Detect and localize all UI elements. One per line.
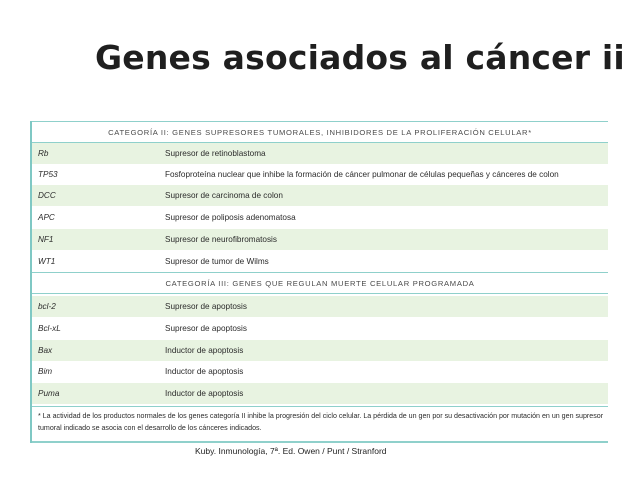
category-2-header: CATEGORÍA II: GENES SUPRESORES TUMORALES, INHIBIDORES DE LA PROLIFERACIÓN CELULAR* <box>32 121 608 143</box>
gene-name: Rb <box>38 149 49 158</box>
gene-description: Inductor de apoptosis <box>165 367 244 376</box>
gene-description: Inductor de apoptosis <box>165 389 244 398</box>
gene-description: Supresor de retinoblastoma <box>165 149 266 158</box>
table-row <box>32 229 608 250</box>
table-bottom-rule <box>32 441 608 443</box>
gene-name: APC <box>38 213 55 222</box>
table-row <box>32 185 608 206</box>
table-row <box>32 296 608 317</box>
table-row <box>32 361 608 382</box>
gene-description: Fosfoproteína nuclear que inhibe la formación de cáncer pulmonar de células pequeñas y cánceres de colon <box>165 170 559 179</box>
gene-name: Bax <box>38 346 53 355</box>
table-row <box>32 251 608 272</box>
gene-name: NF1 <box>38 235 54 244</box>
gene-description: Supresor de neurofibromatosis <box>165 235 277 244</box>
table-row <box>32 383 608 404</box>
gene-description: Supresor de apoptosis <box>165 302 247 311</box>
gene-name: Puma <box>38 389 60 398</box>
gene-description: Supresor de apoptosis <box>165 324 247 333</box>
gene-name: DCC <box>38 191 56 200</box>
source-credit: Kuby. Inmunología, 7ª. Ed. Owen / Punt / Stranford <box>195 446 387 456</box>
category-3-header: CATEGORÍA III: GENES QUE REGULAN MUERTE CELULAR PROGRAMADA <box>32 272 608 294</box>
table-row <box>32 143 608 164</box>
table-row <box>32 164 608 185</box>
gene-description: Supresor de poliposis adenomatosa <box>165 213 296 222</box>
gene-description: Supresor de tumor de Wilms <box>165 257 269 266</box>
gene-name: bcl-2 <box>38 302 56 311</box>
slide-title: Genes asociados al cáncer ii <box>95 38 625 77</box>
gene-name: Bcl-xL <box>38 324 61 333</box>
gene-description: Inductor de apoptosis <box>165 346 244 355</box>
gene-table <box>30 121 608 443</box>
gene-name: WT1 <box>38 257 56 266</box>
table-row <box>32 340 608 361</box>
gene-name: TP53 <box>38 170 58 179</box>
table-footnote: * La actividad de los productos normales de los genes categoría II inhibe la progresión del ciclo celular. La pérdida de un gen por su desactivación por mutación en un gen supresor tumoral indicado se asocia con el desarrollo de los cánceres indicados. <box>32 406 608 434</box>
table-row <box>32 318 608 339</box>
gene-description: Supresor de carcinoma de colon <box>165 191 283 200</box>
table-row <box>32 207 608 228</box>
gene-name: Bim <box>38 367 53 376</box>
